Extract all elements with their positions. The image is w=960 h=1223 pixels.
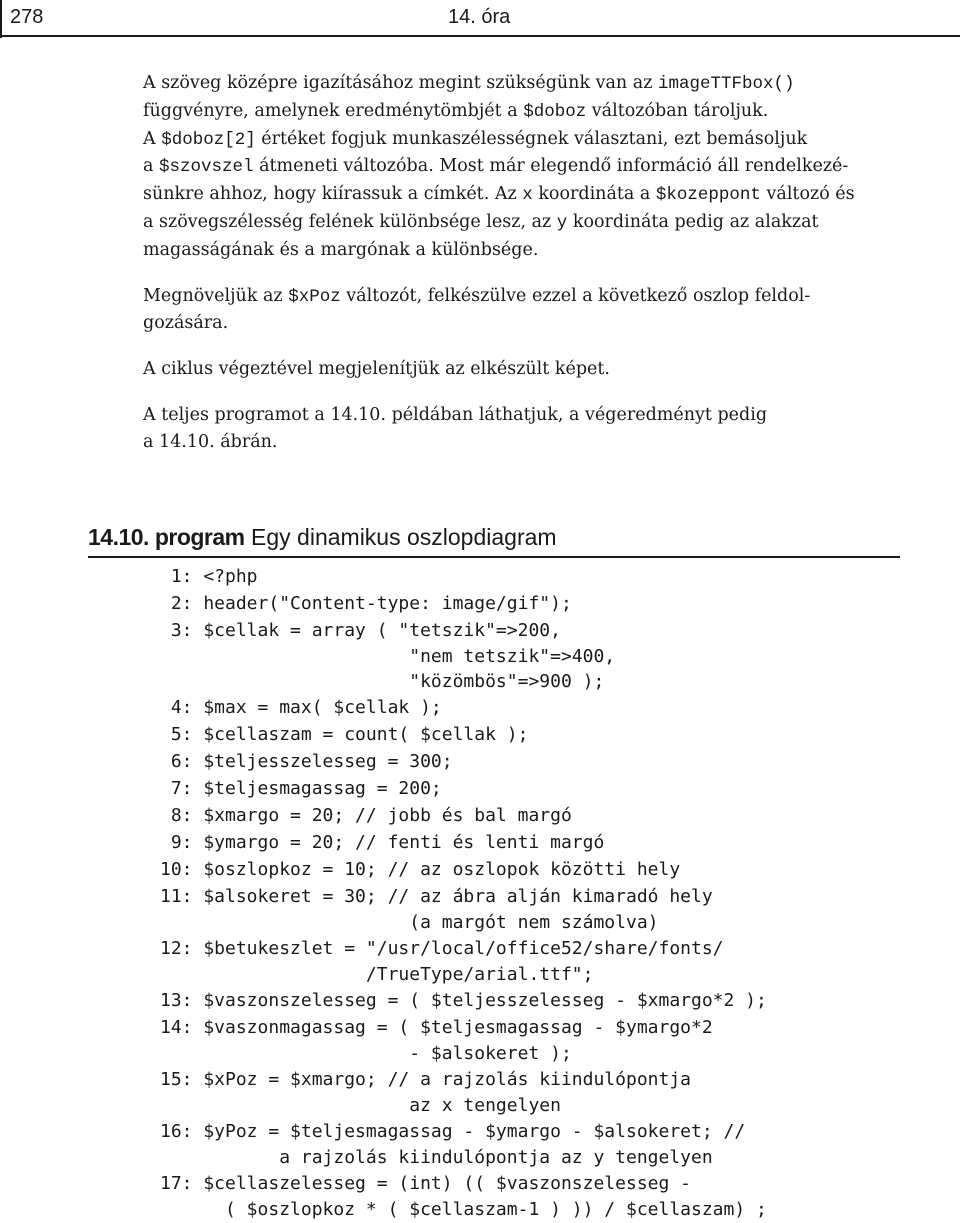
text-run: koordináta a [532,184,656,205]
text-run: Megnöveljük az [143,285,289,306]
page-header [0,0,960,38]
code-text: $xPoz = $xmargo; // a rajzolás kiindulópontja [192,1069,691,1090]
code-text: $betukeszlet = "/usr/local/office52/share/fonts/ [192,938,724,959]
body-text [143,70,863,475]
code-line [160,1093,940,1118]
text-line [143,237,863,264]
line-number: 15: [160,1069,193,1090]
text-line [143,70,863,98]
code-line [160,1066,940,1093]
code-line [160,669,940,694]
inline-code: x [522,185,533,206]
code-line [160,1041,940,1066]
line-number: 2: [160,593,193,614]
code-text: ( $oszlopkoz * ( $cellaszam-1 ) )) / $cellaszam) ; [192,1199,767,1220]
code-text: $yPoz = $teljesmagassag - $ymargo - $alsokeret; // [192,1121,746,1142]
code-text: "nem tetszik"=>400, [192,646,616,667]
line-number: 10: [160,859,193,880]
code-text: $teljesmagassag = 200; [192,778,442,799]
text-run: változót, felkészülve ezzel a következő oszlop feldol- [340,285,811,306]
code-line [160,883,940,910]
code-line [160,694,940,721]
text-run: a szövegszélesség felének különbsége lesz, az [143,211,557,232]
code-line [160,1145,940,1170]
code-line [160,1170,940,1197]
line-number: 8: [160,805,193,826]
code-text: az x tengelyen [192,1095,561,1116]
code-listing [160,563,940,1222]
code-text: $alsokeret = 30; // az ábra alján kimaradó hely [192,886,713,907]
text-run: a [143,156,159,177]
code-line [160,644,940,669]
text-run: A szöveg középre igazításához megint szükségünk van az [143,73,658,93]
line-number: 7: [160,778,193,799]
code-text: $cellaszam = count( $cellak ); [192,724,529,745]
code-text: $teljesszelesseg = 300; [192,751,453,772]
text-run: a 14.10. ábrán. [143,431,278,452]
line-number: 12: [160,938,193,959]
text-run: gozására. [143,313,229,334]
text-run: sünkre ahhoz, hogy kiírassuk a címkét. Az [143,184,523,205]
text-run: koordináta pedig az alakzat [567,211,819,232]
line-number: 5: [160,724,193,745]
listing-rule [88,556,900,558]
code-text: <?php [192,566,258,587]
inline-code: $doboz[2] [161,129,256,150]
code-text: $cellaszelesseg = (int) (( $vaszonszelesseg - [192,1173,691,1194]
line-number: 9: [160,832,193,853]
code-text: (a margót nem számolva) [192,912,659,933]
text-line [143,402,863,429]
text-line [143,209,863,237]
chapter-title: 14. óra [448,6,511,28]
code-text: $cellak = array ( "tetszik"=>200, [192,620,561,641]
code-text: /TrueType/arial.ttf"; [192,964,594,985]
inline-code: y [556,212,568,233]
text-run: A ciklus végeztével megjelenítjük az elkészült képet. [143,359,610,380]
text-line [143,98,863,126]
inline-code: imageTTFbox() [657,74,795,94]
code-line [160,1197,940,1222]
code-text: a rajzolás kiindulópontja az y tengelyen [192,1147,713,1168]
header-rule [0,35,960,37]
line-number: 11: [160,886,193,907]
listing-title [88,524,900,551]
code-text: "közömbös"=>900 ); [192,671,605,692]
text-run: átmeneti változóba. Most már elegendő információ áll rendelkezé- [253,156,849,177]
code-text: $oszlopkoz = 10; // az oszlopok közötti hely [192,859,681,880]
text-line [143,283,863,311]
listing-label: 14.10. program [88,524,245,550]
text-line [143,181,863,209]
line-number: 6: [160,751,193,772]
code-text: $max = max( $cellak ); [192,697,442,718]
page-number: 278 [10,6,44,28]
code-line [160,829,940,856]
text-run: A teljes programot a 14.10. példában láthatjuk, a végeredményt pedig [143,404,768,425]
line-number: 13: [160,990,193,1011]
text-run: magasságának és a margónak a különbsége. [143,239,539,260]
code-line [160,617,940,644]
inline-code: $doboz [523,101,587,122]
text-run: változó és [760,184,855,205]
code-text: $xmargo = 20; // jobb és bal margó [192,805,572,826]
header-left-rule [0,0,2,38]
line-number: 1: [160,566,193,587]
code-line [160,590,940,617]
text-run: értéket fogjuk munkaszélességnek választani, ezt bemásoljuk [255,128,808,149]
code-line [160,856,940,883]
code-line [160,987,940,1014]
paragraph [143,70,863,264]
code-line [160,721,940,748]
line-number: 16: [160,1121,193,1142]
text-run: függvényre, amelynek eredménytömbjét a [143,100,524,121]
line-number: 4: [160,697,193,718]
code-line [160,563,940,590]
code-text: $ymargo = 20; // fenti és lenti margó [192,832,605,853]
paragraph [143,283,863,338]
code-line [160,775,940,802]
text-run: változóban tároljuk. [586,100,769,121]
line-number: 17: [160,1173,193,1194]
text-line [143,153,863,181]
text-line [143,429,863,456]
line-number: 3: [160,620,193,641]
code-text: $vaszonszelesseg = ( $teljesszelesseg - $xmargo*2 ); [192,990,767,1011]
code-text: header("Content-type: image/gif"); [192,593,572,614]
code-line [160,962,940,987]
text-line [143,310,863,337]
inline-code: $kozeppont [655,185,761,206]
code-line [160,1014,940,1041]
code-line [160,748,940,775]
code-line [160,910,940,935]
inline-code: $szovszel [159,157,254,178]
code-text: - $alsokeret ); [192,1043,572,1064]
text-line [143,356,863,383]
listing-caption: Egy dinamikus oszlopdiagram [244,524,557,550]
code-line [160,935,940,962]
code-line [160,802,940,829]
code-text: $vaszonmagassag = ( $teljesmagassag - $ymargo*2 [192,1017,713,1038]
paragraph [143,356,863,383]
inline-code: $xPoz [288,286,341,307]
line-number: 14: [160,1017,193,1038]
text-run: A [143,128,162,149]
code-line [160,1118,940,1145]
text-line [143,126,863,154]
paragraph [143,402,863,456]
